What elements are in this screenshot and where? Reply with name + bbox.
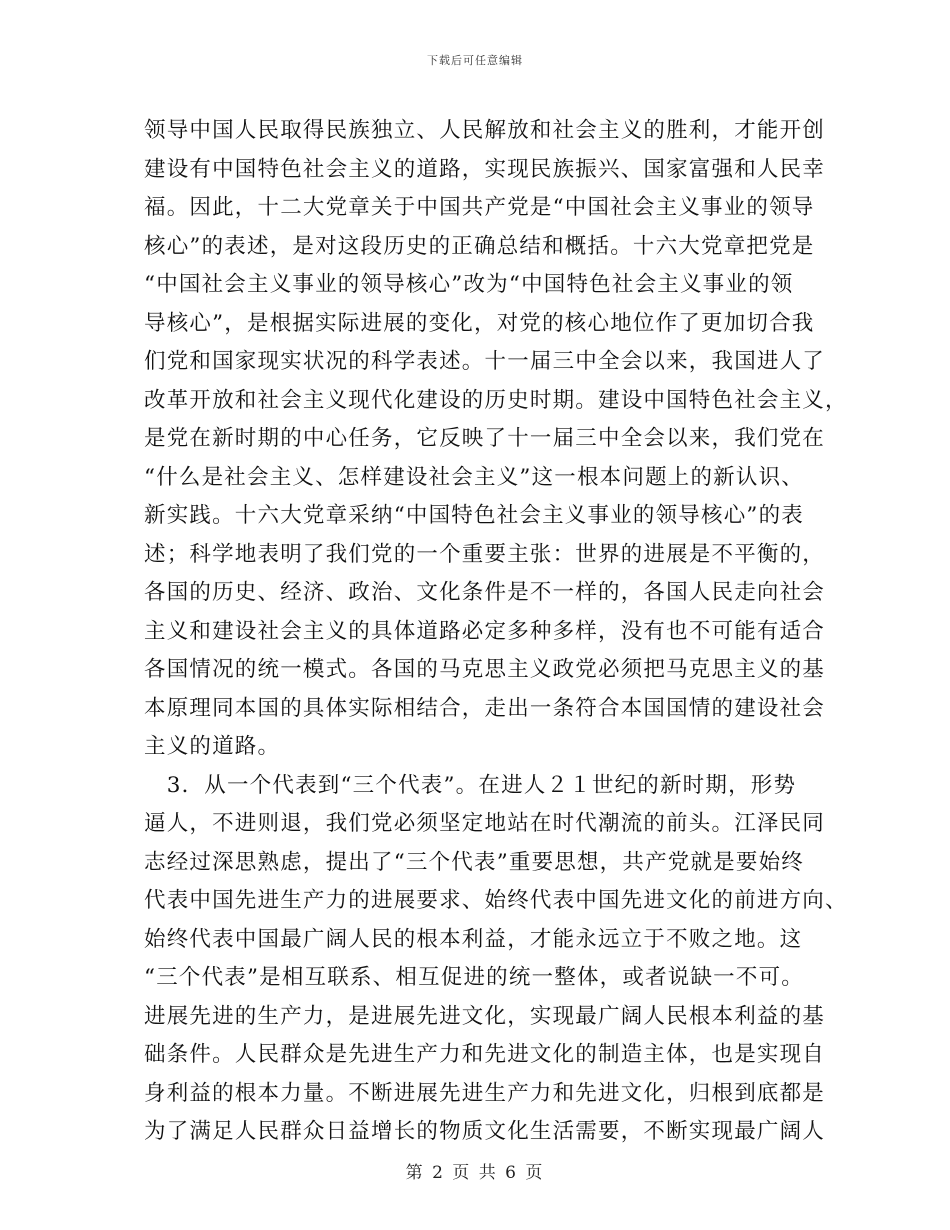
text-line: 主义的道路。 — [144, 734, 281, 759]
text-line: 是党在新时期的中心任务，它反映了十一届三中全会以来，我们党在 — [144, 426, 826, 451]
text-line: “三个代表”是相互联系、相互促进的统一整体，或者说缺一不可。 — [144, 965, 804, 990]
text-line: 础条件。人民群众是先进生产力和先进文化的制造主体，也是实现自 — [144, 1042, 826, 1067]
text-line: 3．从一个代表到“三个代表”。在进人２１世纪的新时期，形势 — [144, 772, 797, 798]
text-line: 导核心”，是根据实际进展的变化，对党的核心地位作了更加切合我 — [144, 310, 815, 336]
text-line: 本原理同本国的具体实际相结合，走出一条符合本国国情的建设社会 — [144, 695, 826, 721]
text-line: 志经过深思熟虑，提出了“三个代表”重要思想，共产党就是要始终 — [144, 849, 804, 875]
text-line: 建设有中国特色社会主义的道路，实现民族振兴、国家富强和人民幸 — [144, 156, 826, 182]
page-header-note: 下载后可任意编辑 — [427, 54, 523, 67]
text-line: 领导中国人民取得民族独立、人民解放和社会主义的胜利，才能开创 — [144, 118, 826, 143]
text-line: 改革开放和社会主义现代化建设的历史时期。建设中国特色社会主义， — [144, 387, 848, 413]
text-line: 始终代表中国最广阔人民的根本利益，才能永远立于不败之地。这 — [144, 926, 803, 952]
text-line: 核心”的表述，是对这段历史的正确总结和概括。十六大党章把党是 — [144, 233, 815, 259]
text-line: 逼人，不进则退，我们党必须坚定地站在时代潮流的前头。江泽民同 — [144, 811, 826, 836]
text-line: 述；科学地表明了我们党的一个重要主张：世界的进展是不平衡的， — [144, 541, 826, 567]
text-line: 为了满足人民群众日益增长的物质文化生活需要，不断实现最广阔人 — [144, 1119, 826, 1144]
text-line: “中国社会主义事业的领导核心”改为“中国特色社会主义事业的领 — [144, 272, 794, 297]
text-line: 们党和国家现实状况的科学表述。十一届三中全会以来，我国进人了 — [144, 349, 826, 374]
text-line: 各国的历史、经济、政治、文化条件是不一样的，各国人民走向社会 — [144, 580, 826, 605]
text-line: 主义和建设社会主义的具体道路必定多种多样，没有也不可能有适合 — [144, 618, 826, 644]
text-line: 新实践。十六大党章采纳“中国特色社会主义事业的领导核心”的表 — [144, 503, 804, 528]
text-line: 代表中国先进生产力的进展要求、始终代表中国先进文化的前进方向、 — [144, 888, 848, 913]
text-line: 福。因此，十二大党章关于中国共产党是“中国社会主义事业的领导 — [144, 195, 815, 220]
text-line: 进展先进的生产力，是进展先进文化，实现最广阔人民根本利益的基 — [144, 1003, 826, 1029]
text-line: “什么是社会主义、怎样建设社会主义”这一根本问题上的新认识、 — [144, 464, 804, 490]
page-number-footer: 第 2 页 共 6 页 — [405, 1163, 545, 1183]
text-line: 各国情况的统一模式。各国的马克思主义政党必须把马克思主义的基 — [144, 657, 826, 682]
document-body — [144, 112, 848, 1152]
text-line: 身利益的根本力量。不断进展先进生产力和先进文化，归根到底都是 — [144, 1080, 826, 1106]
